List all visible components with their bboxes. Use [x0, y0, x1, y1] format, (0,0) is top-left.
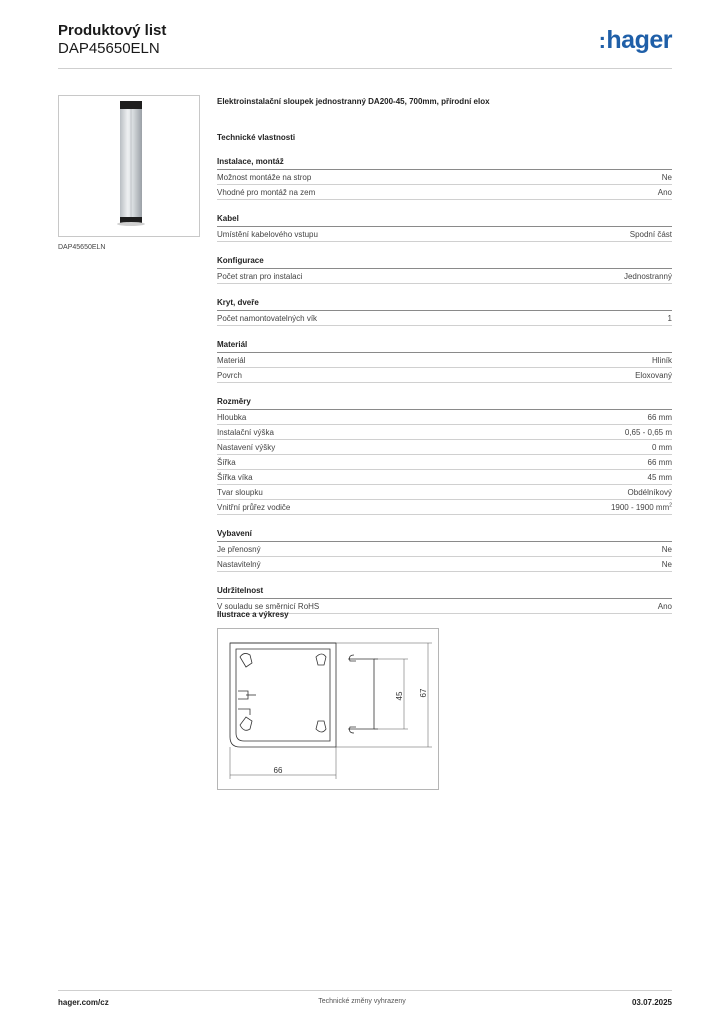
property-value — [611, 502, 672, 513]
image-caption: DAP45650ELN — [58, 244, 106, 251]
property-row — [217, 425, 672, 440]
property-label: Nastavení výšky — [217, 443, 276, 452]
property-row — [217, 455, 672, 470]
property-row — [217, 470, 672, 485]
header-divider — [58, 68, 672, 69]
property-label: Je přenosný — [217, 545, 261, 554]
document-header — [58, 22, 166, 58]
property-value — [668, 313, 672, 324]
property-value-text: Ano — [657, 602, 672, 611]
property-value — [648, 472, 672, 483]
property-row — [217, 170, 672, 185]
property-label: Nastavitelný — [217, 560, 261, 569]
property-value-text: 0,65 - 0,65 m — [624, 428, 672, 437]
property-group — [217, 396, 672, 515]
footer-divider — [58, 990, 672, 991]
property-label: Vnitřní průřez vodiče — [217, 503, 291, 512]
product-description: Elektroinstalační sloupek jednostranný DA200-45, 700mm, přírodní elox — [217, 97, 490, 106]
property-row — [217, 269, 672, 284]
property-row — [217, 311, 672, 326]
property-label: Počet namontovatelných vík — [217, 314, 318, 323]
property-label: Vhodné pro montáž na zem — [217, 188, 316, 197]
property-row — [217, 557, 672, 572]
dim-height-label: 67 — [419, 688, 428, 698]
profile-drawing — [218, 629, 440, 791]
footer-note: Technické změny vyhrazeny — [318, 998, 406, 1005]
property-row — [217, 542, 672, 557]
property-group-title: Konfigurace — [217, 255, 672, 269]
property-value — [662, 172, 672, 183]
property-group-title: Instalace, montáž — [217, 156, 672, 170]
property-label: Umístění kabelového vstupu — [217, 230, 318, 239]
document-title: Produktový list — [58, 22, 167, 39]
property-value-text: 45 mm — [647, 473, 672, 482]
property-value-text: 66 mm — [647, 458, 672, 467]
property-value — [624, 271, 672, 282]
property-group-title: Udržitelnost — [217, 585, 672, 599]
property-value — [628, 487, 672, 498]
property-label: Instalační výška — [217, 428, 274, 437]
property-group — [217, 255, 672, 284]
property-value-text: Ne — [661, 173, 672, 182]
property-label: Tvar sloupku — [217, 488, 263, 497]
property-value — [648, 457, 672, 468]
property-value — [625, 427, 672, 438]
property-label: V souladu se směrnicí RoHS — [217, 602, 320, 611]
property-group-title: Kryt, dveře — [217, 297, 672, 311]
property-row — [217, 368, 672, 383]
dim-width-label: 66 — [273, 766, 283, 775]
property-value — [648, 412, 672, 423]
property-value-text: 66 mm — [647, 413, 672, 422]
property-label: Možnost montáže na strop — [217, 173, 312, 182]
footer-website: hager.com/cz — [58, 998, 109, 1007]
property-value-text: Obdélníkový — [627, 488, 672, 497]
drawing-title: Ilustrace a výkresy — [217, 610, 289, 619]
property-label: Povrch — [217, 371, 242, 380]
property-value-text: 1 — [667, 314, 672, 323]
technical-drawing — [217, 628, 439, 790]
product-code: DAP45650ELN — [58, 40, 160, 57]
product-image — [58, 95, 200, 237]
property-row — [217, 185, 672, 200]
property-value — [658, 187, 672, 198]
product-details — [217, 96, 672, 614]
property-value-text: Eloxovaný — [635, 371, 672, 380]
property-group — [217, 339, 672, 383]
property-row — [217, 353, 672, 368]
property-group — [217, 297, 672, 326]
property-value-text: Ne — [661, 560, 672, 569]
property-row — [217, 440, 672, 455]
property-value — [658, 601, 672, 612]
property-group-title: Vybavení — [217, 528, 672, 542]
property-group — [217, 156, 672, 200]
property-row — [217, 500, 672, 515]
property-group — [217, 528, 672, 572]
property-value-superscript: 2 — [669, 502, 672, 509]
property-row — [217, 410, 672, 425]
logo-text: hager — [606, 26, 672, 54]
property-label: Šířka — [217, 458, 236, 467]
property-value — [630, 229, 672, 240]
property-value-text: Hliník — [651, 356, 672, 365]
column-image — [59, 96, 201, 238]
footer-date: 03.07.2025 — [631, 998, 672, 1007]
property-group-title: Rozměry — [217, 396, 672, 410]
property-value-text: Spodní část — [629, 230, 672, 239]
property-value — [662, 544, 672, 555]
logo-prefix: : — [598, 28, 606, 53]
property-value — [635, 370, 672, 381]
property-row — [217, 227, 672, 242]
property-value — [662, 559, 672, 570]
property-value — [652, 355, 672, 366]
property-value-text: Ne — [661, 545, 672, 554]
property-value-text: 1900 - 1900 mm — [610, 503, 670, 512]
property-value-text: 0 mm — [652, 443, 672, 452]
property-value-text: Ano — [657, 188, 672, 197]
property-group-title: Materiál — [217, 339, 672, 353]
property-value-text: Jednostranný — [623, 272, 672, 281]
property-label: Šířka víka — [217, 473, 253, 482]
property-value — [652, 442, 672, 453]
hager-logo — [599, 26, 672, 55]
property-label: Hloubka — [217, 413, 247, 422]
property-row — [217, 485, 672, 500]
property-label: Počet stran pro instalaci — [217, 272, 303, 281]
property-group — [217, 213, 672, 242]
property-group-title: Kabel — [217, 213, 672, 227]
properties-list — [217, 156, 672, 614]
property-label: Materiál — [217, 356, 246, 365]
dim-cover-label: 45 — [395, 691, 404, 701]
section-title: Technické vlastnosti — [217, 133, 296, 142]
